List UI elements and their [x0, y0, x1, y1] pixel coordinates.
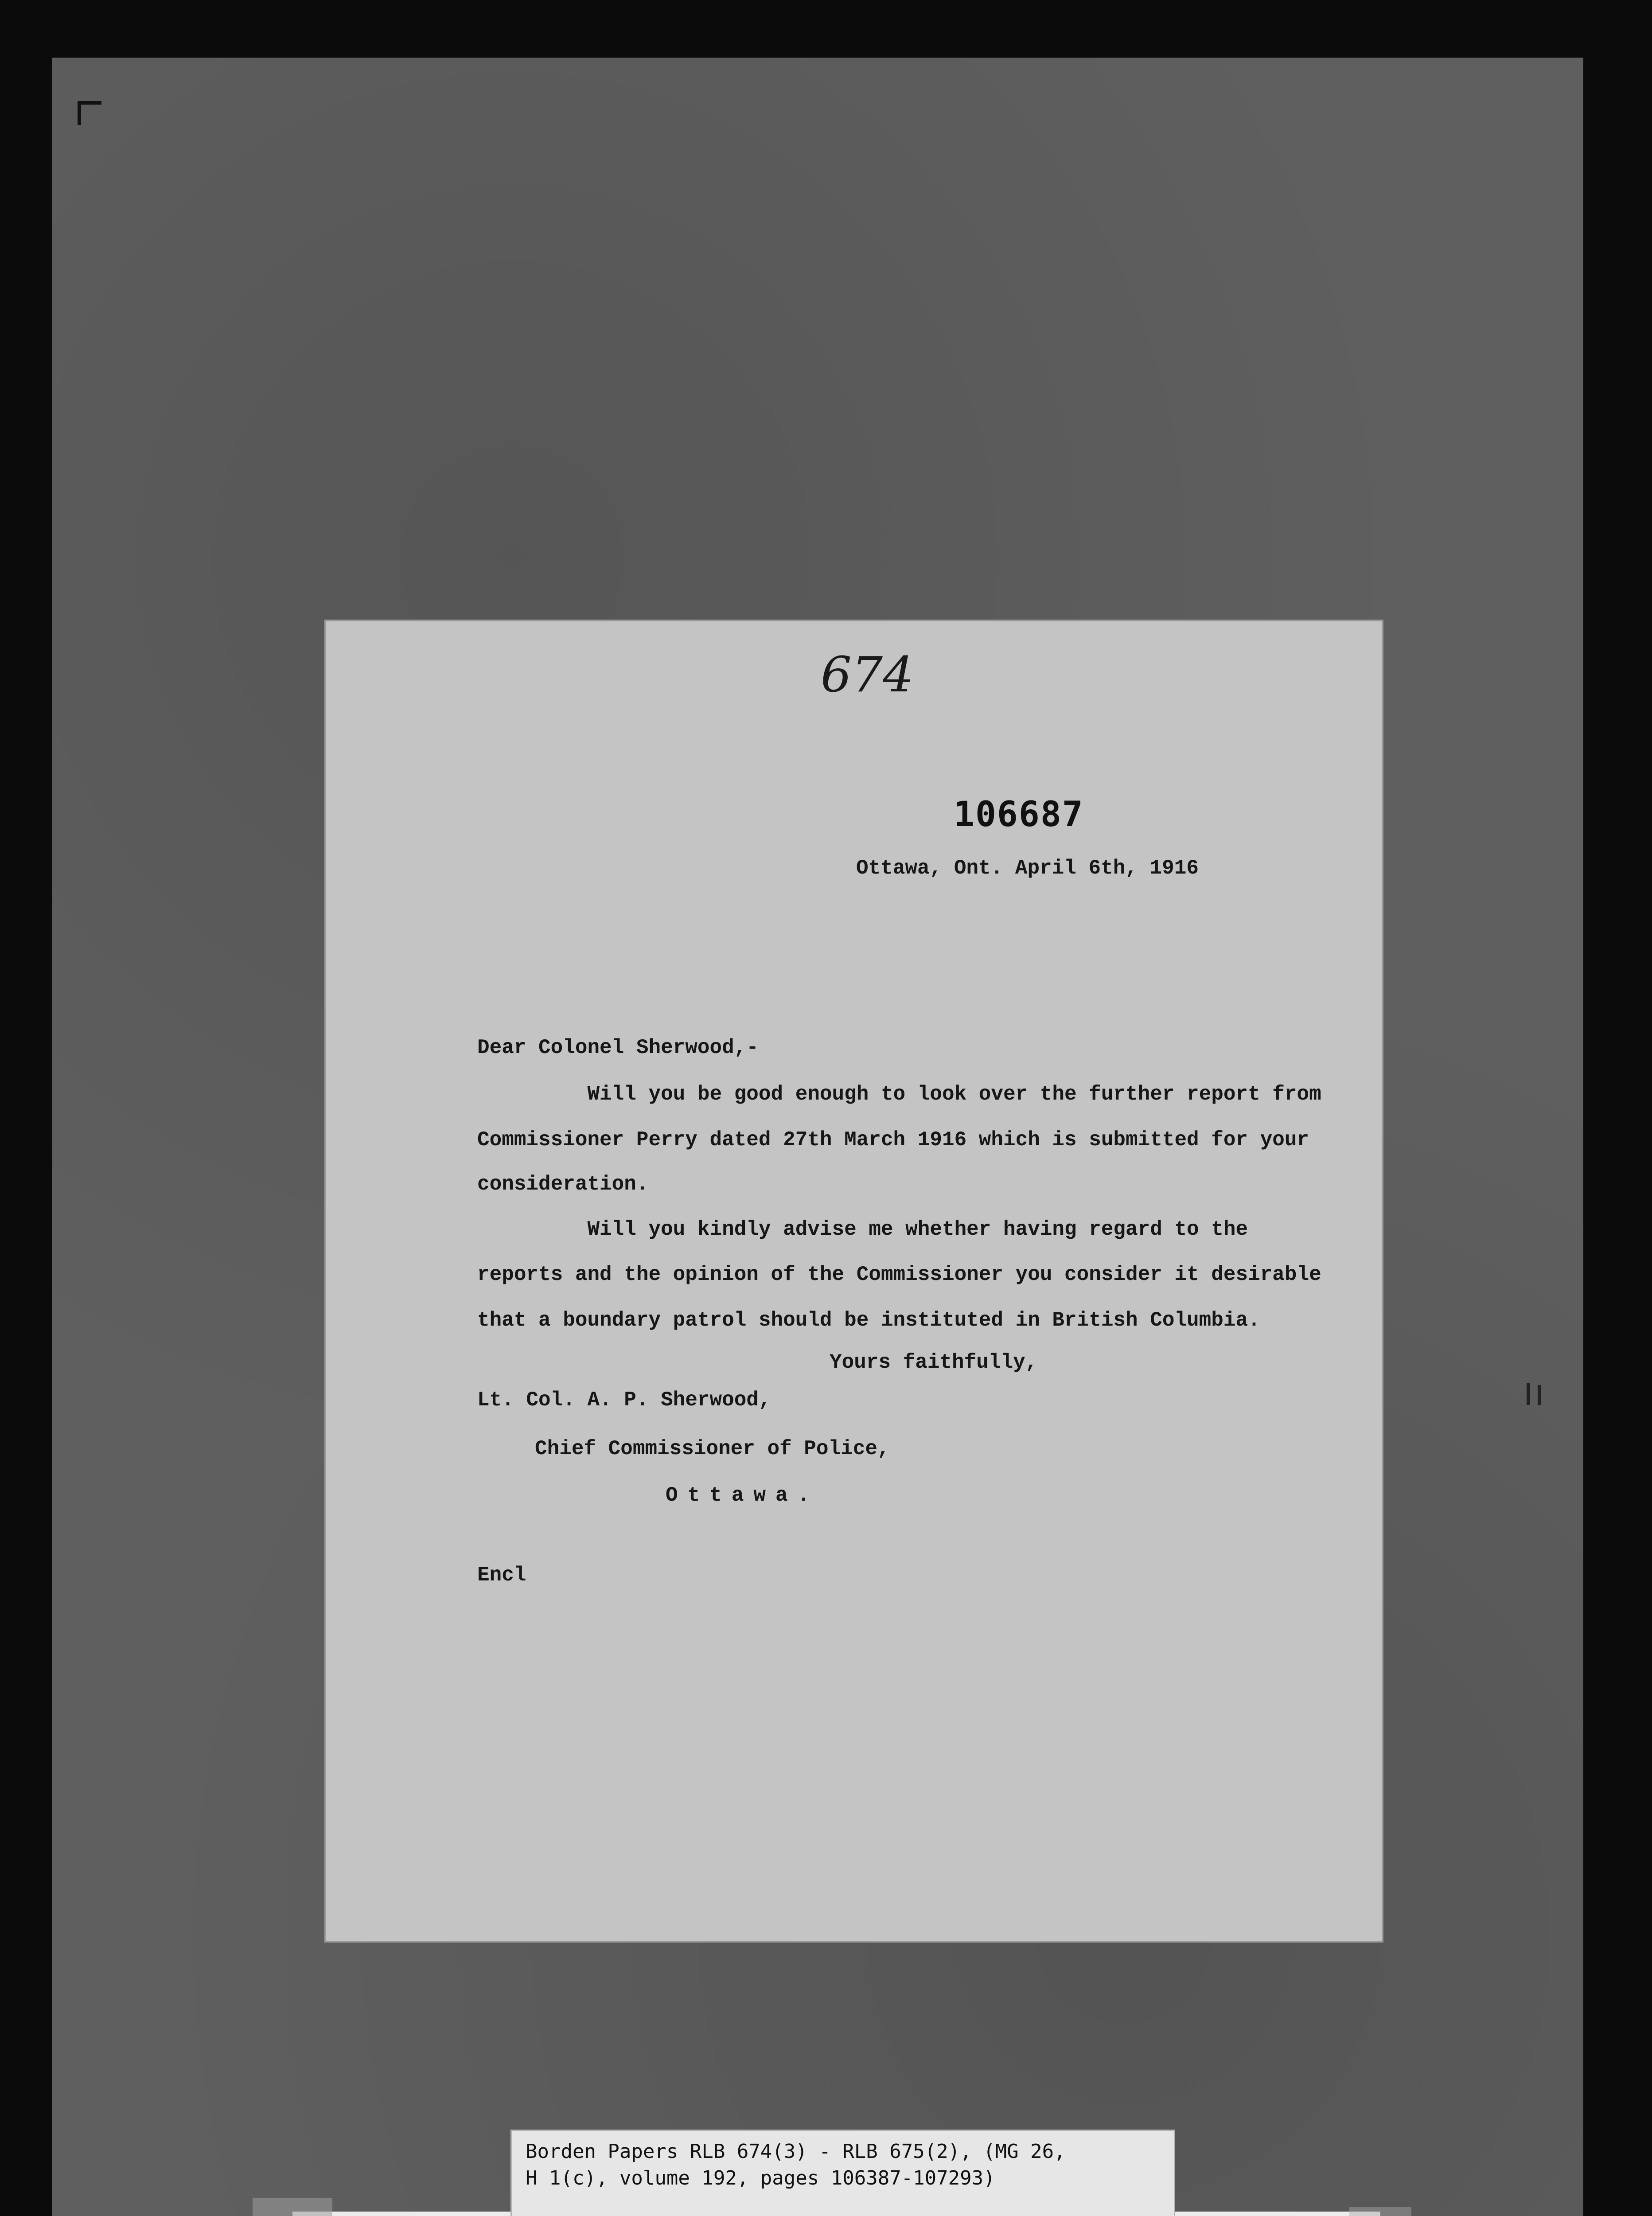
- tape-strip-right: [1349, 2207, 1411, 2216]
- letterhead-bleed-through: [537, 637, 1379, 699]
- salutation: Dear Colonel Sherwood,-: [477, 1036, 759, 1059]
- body-line: Commissioner Perry dated 27th March 1916 which is submitted for your: [477, 1128, 1309, 1151]
- letter-page: [324, 620, 1383, 1943]
- enclosure-note: Encl: [477, 1564, 526, 1587]
- body-line: Will you kindly advise me whether having regard to the: [477, 1218, 1248, 1241]
- body-line: consideration.: [477, 1173, 649, 1196]
- body-line: that a boundary patrol should be instituted in British Columbia.: [477, 1309, 1260, 1332]
- tape-strip-left: [253, 2198, 332, 2216]
- closing: Yours faithfully,: [830, 1351, 1038, 1374]
- edge-mark: [1538, 1385, 1541, 1405]
- caption-line: Borden Papers RLB 674(3) - RLB 675(2), (MG 26,: [526, 2140, 1066, 2163]
- document-number-stamp: 106687: [954, 795, 1084, 835]
- caption-line: H 1(c), volume 192, pages 106387-107293): [526, 2167, 995, 2189]
- edge-mark: [1527, 1383, 1530, 1405]
- body-line: reports and the opinion of the Commissioner you consider it desirable: [477, 1263, 1321, 1286]
- recipient-title: Chief Commissioner of Police,: [535, 1437, 890, 1460]
- corner-registration-mark: [78, 101, 101, 125]
- handwritten-folio-number: 674: [821, 646, 914, 703]
- dateline: Ottawa, Ont. April 6th, 1916: [856, 857, 1199, 880]
- recipient-name: Lt. Col. A. P. Sherwood,: [477, 1389, 771, 1412]
- recipient-city: Ottawa.: [666, 1484, 820, 1507]
- collection-caption: [510, 2130, 1175, 2216]
- body-line: Will you be good enough to look over the further report from: [477, 1083, 1321, 1106]
